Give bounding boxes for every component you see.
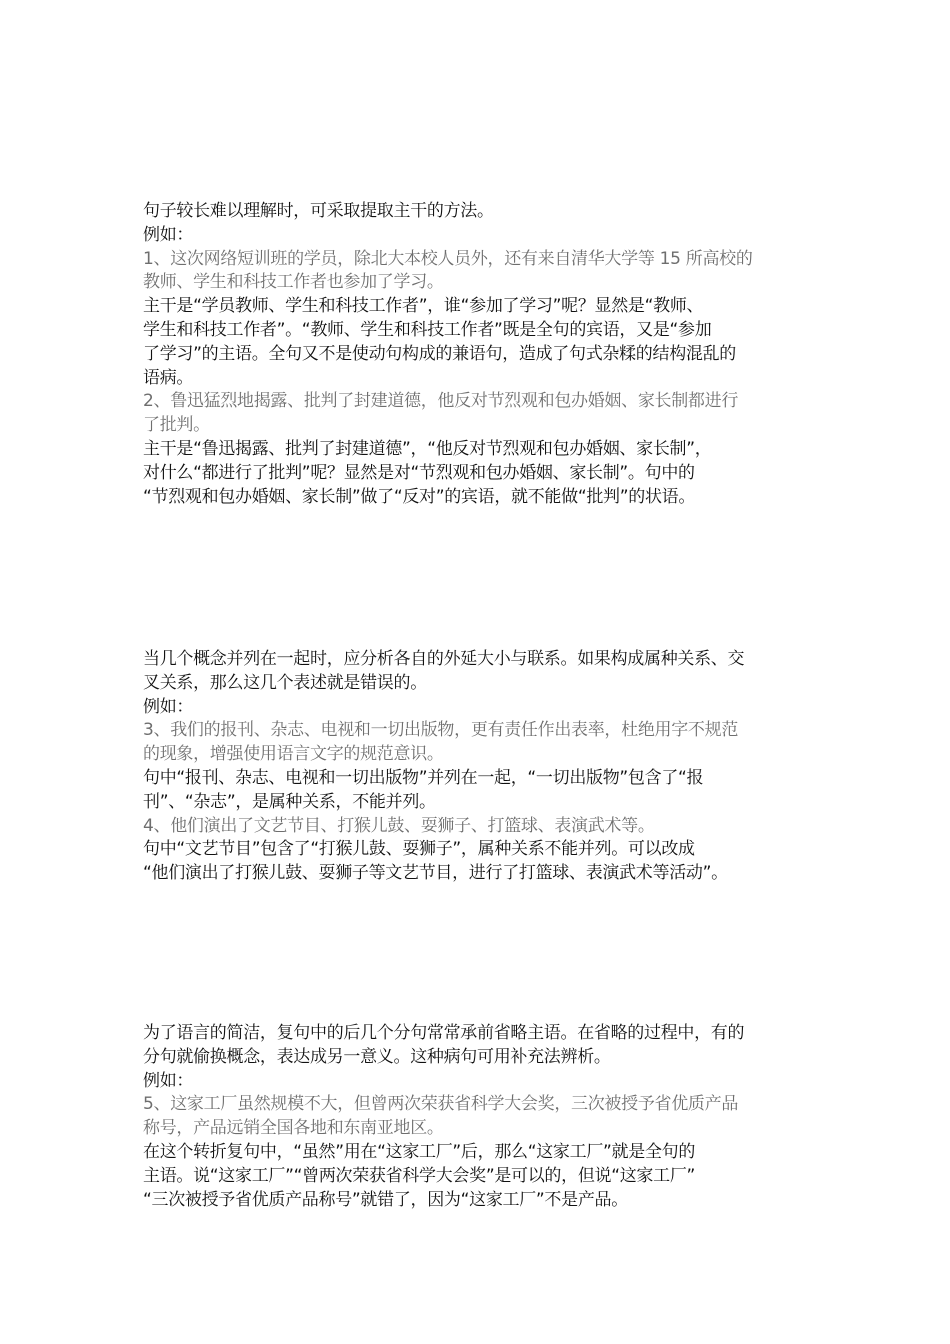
body-text-line: 学生和科技工作者”。“教师、学生和科技工作者”既是全句的宾语，又是“参加 [143,319,712,340]
body-text-line: 主干是“鲁迅揭露、批判了封建道德”，“他反对节烈观和包办婚姻、家长制”， [143,438,712,459]
example-sentence-line: 4、他们演出了文艺节目、打猴儿鼓、耍狮子、打篮球、表演武术等。 [143,815,655,836]
example-sentence-line: 5、这家工厂虽然规模不大，但曾两次荣获省科学大会奖，三次被授予省优质产品 [143,1094,739,1115]
body-text-line: “节烈观和包办婚姻、家长制”做了“反对”的宾语，就不能做“批判”的状语。 [143,486,696,507]
body-text-line: 刊”、“杂志”，是属种关系，不能并列。 [143,791,436,812]
body-text-line: 句中“文艺节目”包含了“打猴儿鼓、耍狮子”，属种关系不能并列。可以改成 [143,839,695,860]
body-text-line: 主语。说“这家工厂”“曾两次荣获省科学大会奖”是可以的，但说“这家工厂” [143,1165,696,1186]
body-text-line: 主干是“学员教师、学生和科技工作者”，谁“参加了学习”呢？显然是“教师、 [143,296,704,317]
body-text-line: 句子较长难以理解时，可采取提取主干的方法。 [143,201,494,221]
body-text-line: 例如： [143,1070,194,1091]
body-text-line: 语病。 [143,367,194,388]
example-sentence-line: 3、我们的报刊、杂志、电视和一切出版物，更有责任作出表率，杜绝用字不规范 [143,720,739,741]
body-text-line: 了学习”的主语。全句又不是使动句构成的兼语句，造成了句式杂糅的结构混乱的 [143,343,737,364]
body-text-line: 当几个概念并列在一起时，应分析各自的外延大小与联系。如果构成属种关系、交 [143,649,745,669]
example-sentence-line: 2、鲁迅猛烈地揭露、批判了封建道德，他反对节烈观和包办婚姻、家长制都进行 [143,391,739,412]
section-subject-omission [143,1022,808,1212]
section-concept-juxtaposition [143,648,808,886]
example-sentence-line: 称号，产品远销全国各地和东南亚地区。 [143,1118,444,1139]
body-text-line: 为了语言的简洁，复句中的后几个分句常常承前省略主语。在省略的过程中，有的 [143,1023,745,1043]
body-text-line: “三次被授予省优质产品称号”就错了，因为“这家工厂”不是产品。 [143,1189,628,1210]
body-text-line: “他们演出了打猴儿鼓、耍狮子等文艺节目，进行了打篮球、表演武术等活动”。 [143,863,728,884]
body-text-line: 例如： [143,224,194,245]
section-sentence-trunk [143,200,808,509]
body-text-line: 句中“报刊、杂志、电视和一切出版物”并列在一起，“一切出版物”包含了“报 [143,767,704,788]
example-sentence-line: 的现象，增强使用语言文字的规范意识。 [143,744,444,765]
body-text-line: 分句就偷换概念，表达成另一意义。这种病句可用补充法辨析。 [143,1046,611,1067]
example-sentence-line: 教师、学生和科技工作者也参加了学习。 [143,272,444,293]
body-text-line: 在这个转折复句中，“虽然”用在“这家工厂”后，那么“这家工厂”就是全句的 [143,1141,696,1162]
example-sentence-line: 了批判。 [143,415,210,436]
body-text-line: 对什么“都进行了批判”呢？显然是对“节烈观和包办婚姻、家长制”。句中的 [143,462,695,483]
body-text-line: 例如： [143,696,194,717]
example-sentence-line: 1、这次网络短训班的学员，除北大本校人员外，还有来自清华大学等 15 所高校的 [143,248,753,269]
body-text-line: 叉关系，那么这几个表述就是错误的。 [143,672,427,693]
